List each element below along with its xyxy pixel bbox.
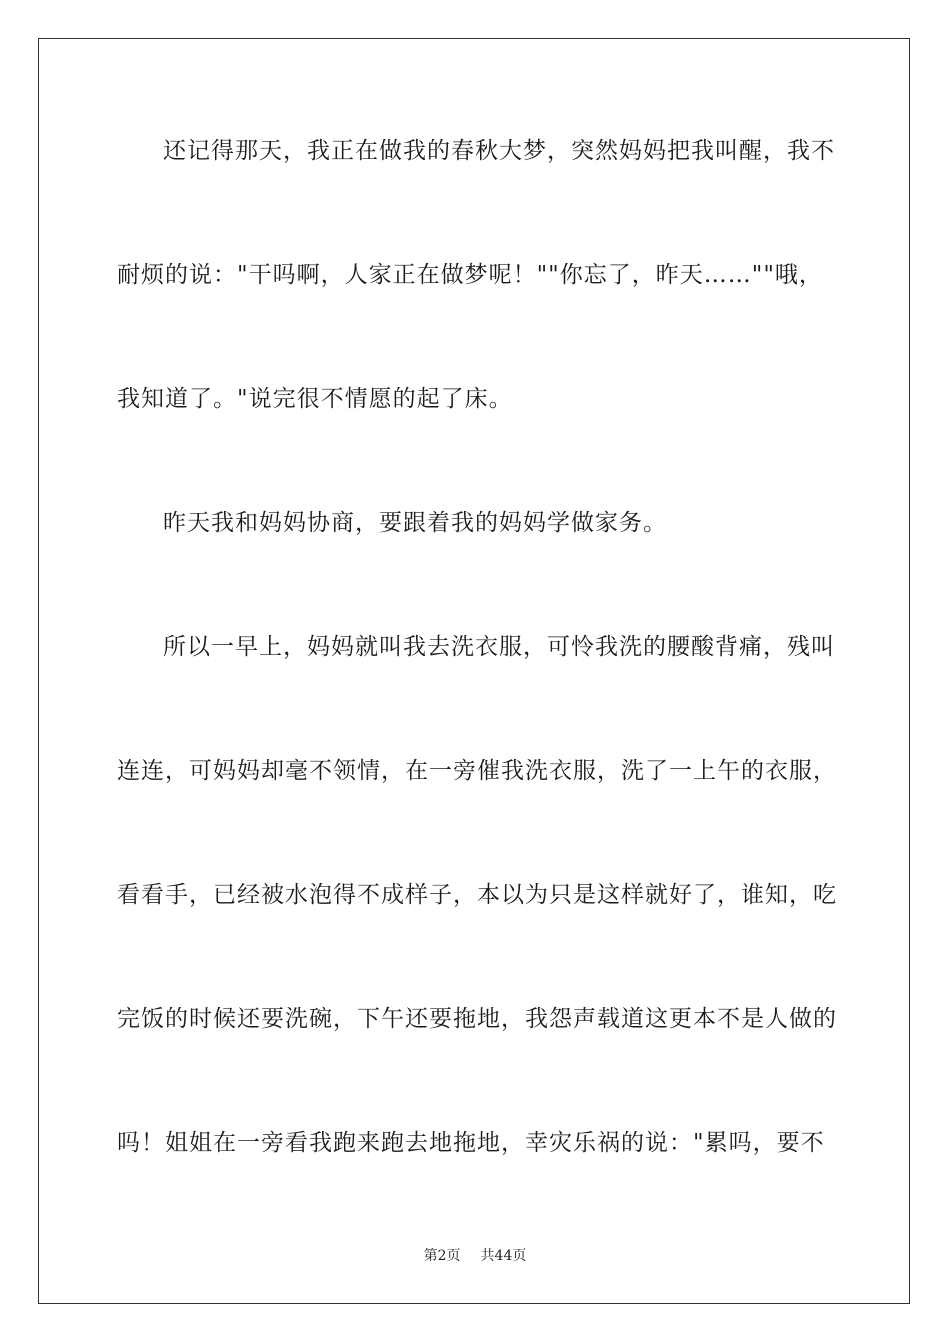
paragraph-3-line-5: 吗！姐姐在一旁看我跑来跑去地拖地，幸灾乐祸的说："累吗，要不: [117, 1130, 825, 1156]
paragraph-1-line-3: 我知道了。"说完很不情愿的起了床。: [117, 386, 513, 412]
paragraph-1-line-2: 耐烦的说："干吗啊，人家正在做梦呢！""你忘了，昨天……""哦，: [117, 262, 823, 288]
page-number: 第2页: [423, 1248, 461, 1264]
paragraph-2-line-1: 昨天我和妈妈协商，要跟着我的妈妈学做家务。: [163, 510, 667, 536]
paragraph-3-line-2: 连连，可妈妈却毫不领情，在一旁催我洗衣服，洗了一上午的衣服，: [117, 758, 837, 784]
page-total: 共44页: [480, 1248, 527, 1264]
paragraph-1-line-1: 还记得那天，我正在做我的春秋大梦，突然妈妈把我叫醒，我不: [163, 138, 835, 164]
page-footer: [0, 1247, 950, 1265]
paragraph-3-line-3: 看看手，已经被水泡得不成样子，本以为只是这样就好了，谁知，吃: [117, 882, 837, 908]
paragraph-3-line-4: 完饭的时候还要洗碗，下午还要拖地，我怨声载道这更本不是人做的: [117, 1006, 837, 1032]
page-border: [38, 38, 910, 1304]
paragraph-3-line-1: 所以一早上，妈妈就叫我去洗衣服，可怜我洗的腰酸背痛，残叫: [163, 634, 835, 660]
